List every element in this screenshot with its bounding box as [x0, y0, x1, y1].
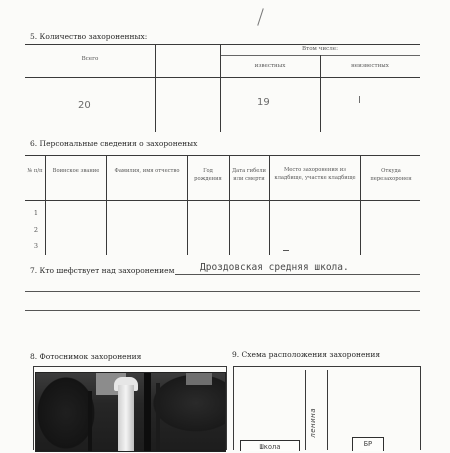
s5-value-unknown: I [358, 95, 361, 106]
s8-frame-top [33, 366, 226, 367]
s7-rule-2 [25, 291, 420, 292]
section6-title: 6. Персональные сведения о захороненых [30, 139, 198, 148]
s6-header-rank: Воинское звание [52, 168, 100, 174]
photo-tree-trunk [88, 391, 92, 451]
s6-col-divider-2 [106, 155, 107, 255]
section9-title: 9. Схема расположения захоронения [232, 350, 381, 359]
s6-header-year: Год рождения [194, 168, 222, 182]
s9-frame-left [233, 366, 234, 450]
section8-title: 8. Фотоснимок захоронения [30, 352, 142, 361]
s8-frame-left [33, 366, 34, 450]
s6-col-divider-6 [360, 155, 361, 255]
s7-value-rule [175, 274, 420, 275]
s5-header-unknown: неизвестных [351, 63, 389, 69]
s6-header-place: Место захоронения из кладбище, участке кладбище [274, 167, 356, 181]
s6-header-date: Дата гибели или смерти [231, 168, 267, 182]
s9-frame-right [420, 366, 421, 450]
s5-header-including: Втом числе: [301, 46, 338, 52]
s9-frame-top [233, 366, 420, 367]
s5-value-known: 19 [257, 97, 270, 108]
s6-row-2: 2 [33, 226, 39, 234]
s5-top-rule [25, 44, 420, 45]
s6-header-from: Откуда перезахоронен [370, 168, 412, 182]
s9-grave-box: БР [352, 437, 384, 451]
s5-col-divider-2 [220, 44, 221, 132]
photo-tree-trunk [144, 373, 151, 451]
s6-col-divider-5 [269, 155, 270, 255]
s9-street-edge-2 [327, 370, 328, 450]
section7-title: 7. Кто шефствует над захоронением [30, 266, 175, 275]
photo-sky-patch [186, 373, 212, 385]
s9-street-edge-1 [305, 370, 306, 450]
pen-mark [257, 8, 264, 25]
section7-value: Дроздовская средняя школа. [200, 262, 349, 273]
s5-header-rule [25, 77, 420, 78]
s6-col-divider-3 [187, 155, 188, 255]
photo-tree-trunk [156, 383, 160, 451]
grave-photo [35, 372, 226, 452]
s5-header-known: известных [254, 63, 286, 69]
s9-street-label: ленина [309, 408, 317, 438]
s6-col-divider-1 [45, 155, 46, 255]
s5-col-divider-3 [320, 55, 321, 132]
s8-frame-right [226, 366, 227, 450]
photo-monument [118, 385, 134, 451]
s5-value-total: 20 [78, 100, 91, 111]
s6-row-1: 1 [33, 209, 39, 217]
s9-school-box: Школа [240, 440, 300, 451]
s6-dash-mark [283, 250, 289, 251]
section5-title: 5. Количество захороненных: [30, 32, 148, 41]
s6-col-divider-4 [229, 155, 230, 255]
s5-col-divider-1 [155, 44, 156, 132]
s7-rule-3 [25, 310, 420, 311]
s6-header-num: № п/п [27, 168, 43, 174]
s6-header-name: Фамилия, имя отчество [114, 168, 180, 174]
s6-row-3: 3 [33, 242, 39, 250]
s5-header-total: Всего [81, 56, 99, 62]
